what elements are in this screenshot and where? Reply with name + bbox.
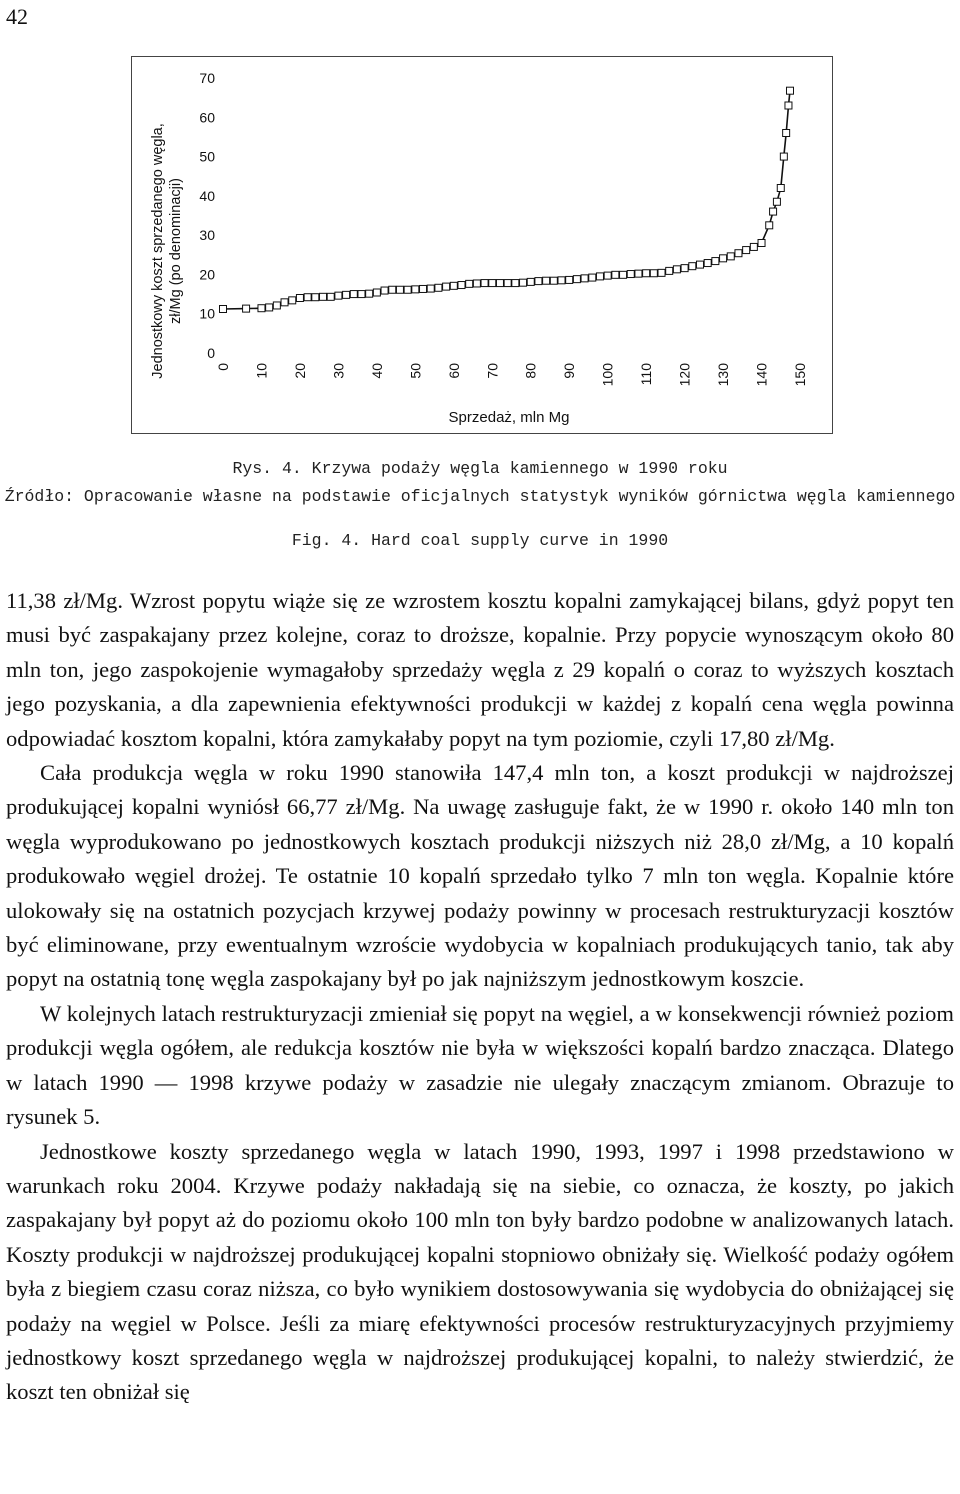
figure-caption-english: Fig. 4. Hard coal supply curve in 1990: [291, 531, 669, 550]
y-tick-labels: [199, 70, 215, 361]
data-point: [650, 270, 657, 277]
data-point: [666, 267, 673, 274]
data-point: [266, 304, 273, 311]
supply-curve-chart: [132, 57, 834, 435]
data-point: [720, 255, 727, 262]
data-point: [373, 289, 380, 296]
data-point: [673, 266, 680, 273]
data-point: [612, 271, 619, 278]
data-point: [358, 291, 365, 298]
data-point: [504, 280, 511, 287]
data-point: [783, 130, 790, 137]
data-point: [750, 243, 757, 250]
x-tick-labels: [215, 363, 808, 387]
data-point: [604, 272, 611, 279]
data-point: [381, 287, 388, 294]
data-point: [427, 285, 434, 292]
data-point: [435, 284, 442, 291]
data-point: [343, 291, 350, 298]
x-tick-label: 30: [330, 363, 347, 379]
data-point: [258, 305, 265, 312]
x-tick-label: 50: [407, 363, 424, 379]
data-point: [581, 275, 588, 282]
x-tick-label: 120: [676, 363, 693, 387]
data-point: [704, 260, 711, 267]
data-point: [681, 265, 688, 272]
data-point: [512, 280, 519, 287]
data-point: [281, 299, 288, 306]
x-tick-label: 70: [484, 363, 501, 379]
data-point: [758, 240, 765, 247]
data-point: [535, 278, 542, 285]
data-point: [520, 279, 527, 286]
data-point: [558, 277, 565, 284]
data-point: [696, 261, 703, 268]
paragraph-3: W kolejnych latach restrukturyzacji zmieniał się popyt na węgiel, a w konsekwencji również poziom produkcji węgla ogółem, ale redukcja kosztów nie była w większości kopalń bardzo znacząca. Dlatego w latach 1990 — 1998 krzywe podaży w zasadzie nie ulegały znaczącym zmianom. Obrazuje to rysunek 5.: [6, 1000, 954, 1130]
data-point: [543, 277, 550, 284]
x-tick-label: 130: [715, 363, 732, 387]
data-point: [350, 291, 357, 298]
y-tick-label: 40: [199, 187, 215, 204]
data-point: [785, 102, 792, 109]
data-point: [220, 306, 227, 313]
paragraph-1: 11,38 zł/Mg. Wzrost popytu wiąże się ze wzrostem kosztu kopalni zamykającej bilans, gdyż popyt ten musi być zaspakajany przez kolejne, coraz to droższe, kopalnie. Przy popycie wynoszącym około 80 mln ton, jego zaspokojenie wymagałoby sprzedaży węgla z 29 kopalń o coraz to wyższych kosztach jego pozyskania, a dla zapewnienia efektywności produkcji w każdej z kopalń cena węgla powinna odpowiadać kosztom kopalni, która zamykałaby popyt na tym poziomie, czyli 17,80 zł/Mg.: [6, 588, 954, 751]
data-point: [596, 273, 603, 280]
data-point: [780, 153, 787, 160]
data-point: [304, 294, 311, 301]
y-tick-label: 10: [199, 305, 215, 322]
x-tick-label: 0: [215, 363, 231, 371]
data-point: [466, 280, 473, 287]
data-point: [443, 283, 450, 290]
x-tick-label: 110: [638, 363, 655, 386]
y-tick-label: 60: [199, 109, 215, 126]
data-point: [420, 285, 427, 292]
data-point: [327, 293, 334, 300]
data-point: [527, 278, 534, 285]
data-point: [643, 270, 650, 277]
data-point: [450, 282, 457, 289]
data-point: [727, 253, 734, 260]
figure-source: Źródło: Opracowanie własne na podstawie oficjalnych statystyk wyników górnictwa węgla kamiennego: [4, 487, 956, 506]
data-point: [458, 282, 465, 289]
data-point: [566, 276, 573, 283]
data-point: [312, 294, 319, 301]
data-point: [735, 250, 742, 257]
data-point: [481, 280, 488, 287]
data-point: [777, 185, 784, 192]
data-point: [770, 208, 777, 215]
data-point: [620, 271, 627, 278]
data-point: [589, 274, 596, 281]
x-tick-label: 140: [753, 363, 770, 387]
x-tick-label: 150: [792, 363, 808, 387]
y-axis-label-line2: zł/Mg (po denominacji): [168, 178, 184, 324]
y-axis-label: [150, 123, 184, 379]
data-point: [396, 286, 403, 293]
data-point: [766, 222, 773, 229]
figure-caption: Rys. 4. Krzywa podaży węgla kamiennego w 1990 roku: [232, 459, 728, 478]
data-point: [320, 293, 327, 300]
data-point: [773, 198, 780, 205]
data-point: [389, 286, 396, 293]
data-point: [635, 270, 642, 277]
data-point: [627, 271, 634, 278]
x-tick-label: 60: [445, 363, 462, 379]
data-point: [412, 286, 419, 293]
y-axis-label-line1: Jednostkowy koszt sprzedanego węgla,: [150, 123, 166, 379]
body-text: [6, 584, 954, 1410]
x-axis-label: Sprzedaż, mln Mg: [448, 409, 570, 426]
y-tick-label: 70: [199, 70, 215, 86]
page-number: 42: [6, 4, 28, 29]
data-point: [243, 305, 250, 312]
data-point: [550, 277, 557, 284]
supply-curve-figure: [131, 56, 833, 434]
x-tick-label: 100: [599, 363, 616, 387]
data-point: [496, 280, 503, 287]
supply-curve-line: [223, 91, 790, 309]
data-point: [296, 295, 303, 302]
data-point: [658, 269, 665, 276]
data-point: [335, 292, 342, 299]
data-point: [573, 276, 580, 283]
y-tick-label: 50: [199, 148, 215, 165]
x-tick-label: 80: [522, 363, 539, 379]
data-point: [786, 87, 793, 94]
data-point: [366, 290, 373, 297]
x-tick-label: 20: [291, 363, 308, 379]
y-tick-label: 20: [199, 266, 215, 283]
data-point: [473, 280, 480, 287]
data-point: [404, 286, 411, 293]
x-tick-label: 90: [561, 363, 578, 379]
data-point: [289, 297, 296, 304]
paragraph-4: Jednostkowe koszty sprzedanego węgla w latach 1990, 1993, 1997 i 1998 przedstawiono w warunkach roku 2004. Krzywe podaży nakładają się na siebie, co oznacza, że koszty, po jakich zaspakajany był popyt aż do poziomu około 100 mln ton były bardzo podobne w analizowanych latach. Koszty produkcji w najdroższej produkującej kopalni stopniowo obniżały się. Wielkość podaży ogółem była z biegiem czasu coraz niższa, co było wynikiem dostosowywania się wydobycia do obniżającej się podaży na węgiel w Polsce. Jeśli za miarę efektywności procesów restrukturyzacyjnych przyjmiemy jednostkowy koszt sprzedanego węgla w najdroższej produkującej kopalni, to należy stwierdzić, że koszt ten obniżał się: [6, 1138, 954, 1405]
data-point: [712, 258, 719, 265]
y-tick-label: 30: [199, 227, 215, 244]
data-point: [743, 247, 750, 254]
data-point: [273, 302, 280, 309]
paragraph-2: Cała produkcja węgla w roku 1990 stanowiła 147,4 mln ton, a koszt produkcji w najdroższej produkującej kopalni wyniósł 66,77 zł/Mg. Na uwagę zasługuje fakt, że w 1990 r. około 140 mln ton węgla wyprodukowano po jednostkowych kosztach produkcji niższych niż 28,0 zł/Mg, a 10 kopalń produkowało węgiel drożej. Te ostatnie 10 kopalń sprzedało tylko 7 mln ton węgla. Kopalnie które ulokowały się na ostatnich pozycjach krzywej podaży powinny w procesach restrukturyzacji kosztów być eliminowane, przy ewentualnym wzroście wydobycia w kopalniach produkujących tanio, tak aby popyt na ostatnią tonę węgla zaspokajany był po jak najniższym jednostkowym koszcie.: [6, 760, 954, 992]
y-tick-label: 0: [207, 345, 215, 361]
data-point: [689, 263, 696, 270]
x-tick-label: 10: [253, 363, 270, 379]
data-point: [489, 280, 496, 287]
supply-curve-markers: [220, 87, 794, 312]
x-tick-label: 40: [368, 363, 385, 379]
